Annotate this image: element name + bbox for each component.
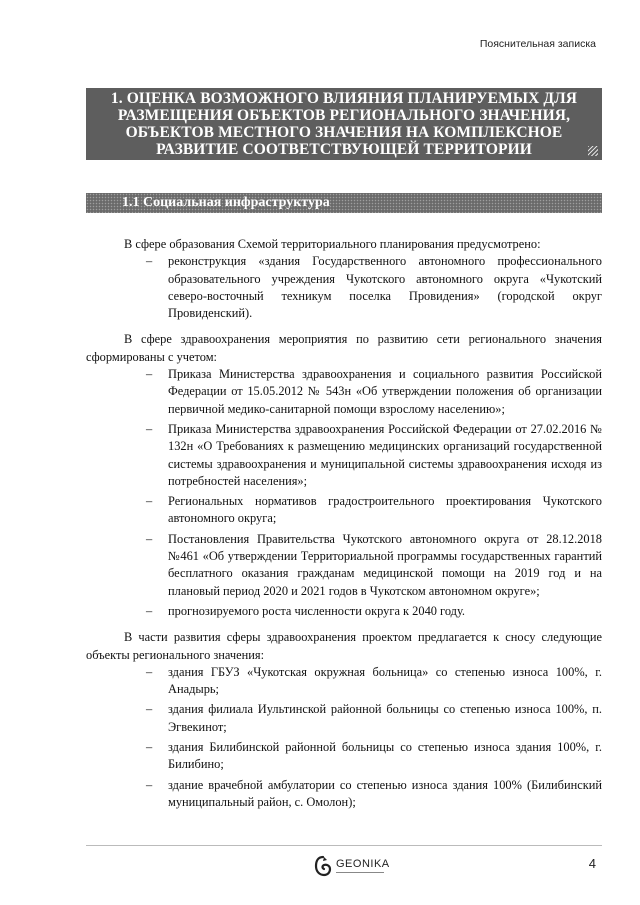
chapter-title-line: РАЗМЕЩЕНИЯ ОБЪЕКТОВ РЕГИОНАЛЬНОГО ЗНАЧЕНИЯ, xyxy=(117,107,571,124)
list-item: – здания Билибинской районной больницы со степенью износа здания 100%, г. Билибино; xyxy=(168,739,602,774)
chapter-title-line: 1. ОЦЕНКА ВОЗМОЖНОГО ВЛИЯНИЯ ПЛАНИРУЕМЫХ ДЛЯ xyxy=(110,90,578,107)
footer-divider xyxy=(86,845,602,846)
list-item: – здания филиала Иультинской районной больницы со степенью износа 100%, п. Эгвекинот; xyxy=(168,701,602,736)
list-item: – Постановления Правительства Чукотского автономного округа от 28.12.2018 №461 «Об утверждении Территориальной программы государственных гарантий бесплатного оказания гражданам медицинской помощи на 2019 год и на плановый период 2020 и 2021 годов в Чукотском автономном округе»; xyxy=(168,531,602,600)
paragraph-healthcare: В сфере здравоохранения мероприятия по развитию сети регионального значения сформированы с учетом: xyxy=(86,332,602,364)
list-item: – Региональных нормативов градостроительного проектирования Чукотского автономного округа; xyxy=(168,493,602,528)
chapter-title-banner xyxy=(86,88,602,160)
paragraph-demolition: В части развития сферы здравоохранения проектом предлагается к сносу следующие объекты регионального значения: xyxy=(86,630,602,662)
logo-tagline xyxy=(336,870,390,875)
list-healthcare-basis xyxy=(86,366,602,620)
document-header-note: Пояснительная записка xyxy=(479,38,596,50)
list-education xyxy=(86,253,602,322)
document-body xyxy=(86,236,602,814)
list-item: – реконструкция «здания Государственного автономного профессионального образовательного учреждения Чукотского автономного округа «Чукотский северо-восточный техникум поселка Провидения» (городской округ Провиденский). xyxy=(168,253,602,322)
list-item: – Приказа Министерства здравоохранения и социального развития Российской Федерации от 15.05.2012 № 543н «Об утверждении положения об организации первичной медико-санитарной помощи взрослому населению»; xyxy=(168,366,602,418)
list-item: – прогнозируемого роста численности округа к 2040 году. xyxy=(168,603,602,620)
list-item: – Приказа Министерства здравоохранения Российской Федерации от 27.02.2016 № 132н «О Требованиях к размещению медицинских организаций государственной системы здравоохранения и муниципальной системы здравоохранения исходя из потребностей населения»; xyxy=(168,421,602,490)
list-demolition xyxy=(86,664,602,811)
geonika-logo xyxy=(314,852,390,880)
page-number: 4 xyxy=(588,856,596,871)
logo-brand-name: GEONIKA xyxy=(336,857,390,870)
list-item: – здания ГБУЗ «Чукотская окружная больница» со степенью износа 100%, г. Анадырь; xyxy=(168,664,602,699)
geonika-swirl-logo-icon xyxy=(314,855,332,877)
section-heading: 1.1 Социальная инфраструктура xyxy=(122,195,330,210)
hatch-decoration xyxy=(588,146,598,156)
logo-tagline-graphic xyxy=(336,871,384,874)
paragraph-education: В сфере образования Схемой территориального планирования предусмотрено: xyxy=(124,237,541,251)
chapter-title-line: ОБЪЕКТОВ МЕСТНОГО ЗНАЧЕНИЯ НА КОМПЛЕКСНОЕ xyxy=(125,124,563,141)
section-heading-bar xyxy=(86,193,602,213)
chapter-title-line: РАЗВИТИЕ СООТВЕТСТВУЮЩЕЙ ТЕРРИТОРИИ xyxy=(156,141,532,158)
list-item: – здание врачебной амбулатории со степенью износа здания 100% (Билибинский муниципальный район, с. Омолон); xyxy=(168,777,602,812)
